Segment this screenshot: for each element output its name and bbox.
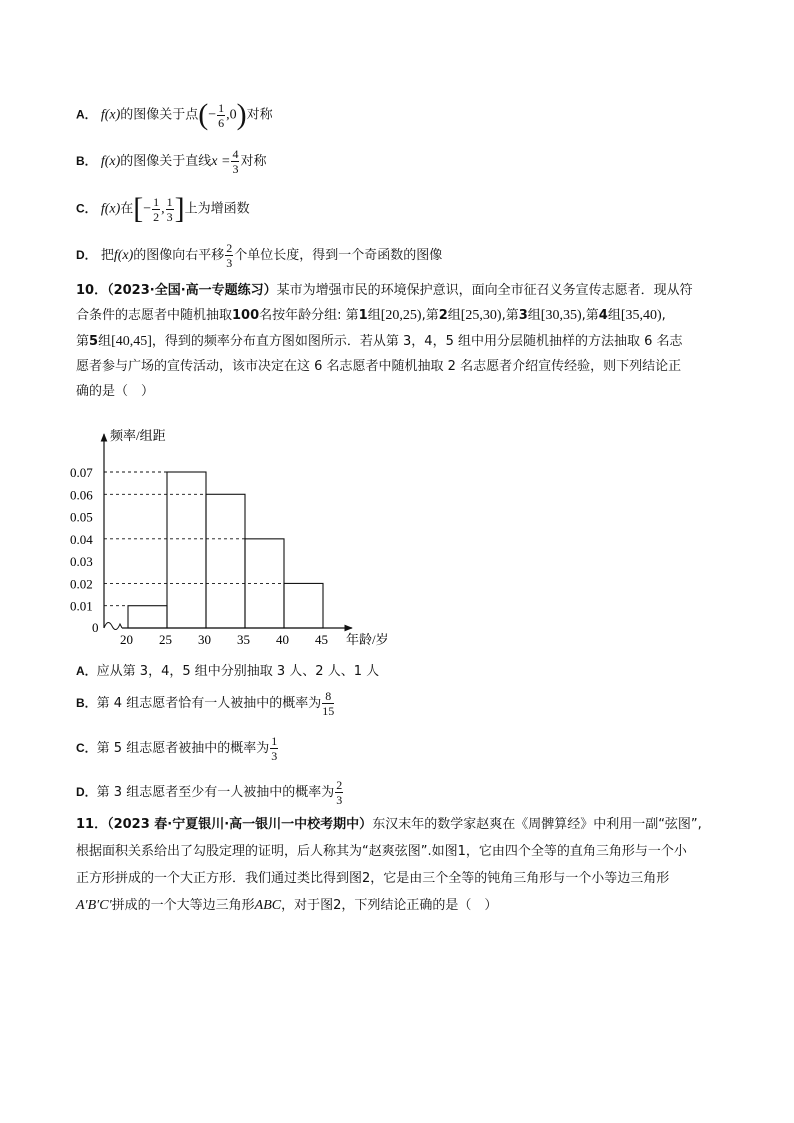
fraction: $\frac{4}{3}$: [232, 147, 239, 176]
q11-line-1: 11．（2023 春·宁夏银川·高一银川一中校考期中）东汉末年的数学家赵爽在《周髀算经》中利用一副“弦图”,: [76, 817, 702, 832]
x-tick-label: 35: [237, 632, 250, 647]
right-bracket: ]: [174, 192, 185, 225]
histogram-bar: [206, 494, 245, 628]
histogram-bar: [284, 583, 323, 628]
y-tick-label: 0.01: [70, 598, 93, 614]
x-tick-label: 25: [159, 632, 172, 647]
q9-option-b: B． f(x)的图像关于直线x = $\frac{4}{3}$ 对称: [76, 147, 267, 176]
y-tick-label: 0.04: [70, 531, 93, 547]
frequency-histogram: [60, 420, 440, 650]
y-axis-label: 频率/组距: [110, 428, 166, 443]
fraction: $\frac{8}{15}$: [322, 689, 335, 718]
fraction: $\frac{1}{3}$: [166, 194, 173, 224]
fraction: $\frac{2}{3}$: [226, 241, 233, 270]
q10-option-d: D．第 3 组志愿者至少有一人被抽中的概率为 $\frac{2}{3}$: [76, 778, 343, 807]
histogram-bar: [167, 472, 206, 628]
axis-break-icon: [104, 622, 122, 629]
histogram-bar: [128, 606, 167, 628]
y-tick-label: 0.06: [70, 487, 93, 503]
q10-line-5: 确的是（ ）: [76, 384, 155, 399]
q11-line-3: 正方形拼成的一个大正方形．我们通过类比得到图2，它是由三个全等的钝角三角形与一个小等边三角形: [76, 871, 670, 886]
x-axis-label: 年龄/岁: [346, 632, 389, 647]
q10-option-a: A．应从第 3，4，5 组中分别抽取 3 人、2 人、1 人: [76, 664, 380, 679]
q10-line-2: 合条件的志愿者中随机抽取100名按年龄分组: 第1组[20,25),第2组[25,30),第3组[30,35),第4组[35,40),: [76, 308, 666, 323]
x-tick-label: 40: [276, 632, 289, 647]
fraction: $\frac{1}{2}$: [153, 194, 160, 224]
right-paren: ): [236, 98, 247, 131]
q11-line-2: 根据面积关系给出了勾股定理的证明，后人称其为“赵爽弦图”.如图1，它由四个全等的直角三角形与一个小: [76, 844, 687, 859]
q10-option-b: B．第 4 组志愿者恰有一人被抽中的概率为 $\frac{8}{15}$: [76, 689, 335, 718]
left-paren: (: [198, 98, 209, 131]
q9-option-d: D． 把f(x)的图像向右平移 $\frac{2}{3}$ 个单位长度，得到一个奇函数的图像: [76, 241, 443, 270]
origin-label: 0: [92, 620, 99, 635]
x-tick-label: 30: [198, 632, 211, 647]
q10-line-1: 10．（2023·全国·高一专题练习）某市为增强市民的环境保护意识，面向全市征召义务宣传志愿者．现从符: [76, 283, 693, 298]
q10-option-c: C．第 5 组志愿者被抽中的概率为 $\frac{1}{3}$: [76, 734, 278, 763]
q10-line-3: 第5组[40,45]，得到的频率分布直方图如图所示．若从第 3，4，5 组中用分层随机抽样的方法抽取 6 名志: [76, 334, 683, 349]
q10-line-4: 愿者参与广场的宣传活动，该市决定在这 6 名志愿者中随机抽取 2 名志愿者介绍宣传经验，则下列结论正: [76, 359, 682, 374]
fx-expression: f(x): [100, 107, 121, 123]
fraction: $\frac{1}{6}$: [218, 100, 225, 130]
fraction: $\frac{2}{3}$: [336, 778, 343, 807]
x-tick-label: 20: [120, 632, 133, 647]
y-tick-label: 0.05: [70, 509, 93, 525]
left-bracket: [: [133, 192, 144, 225]
q9-option-a: A． f(x)的图像关于点(− $\frac{1}{6}$ ,0)对称: [76, 98, 273, 131]
fraction: $\frac{1}{3}$: [271, 734, 278, 763]
q9-option-c: C． f(x)在[− $\frac{1}{2}$ , $\frac{1}{3}$ ]上为增函数: [76, 192, 250, 225]
x-tick-label: 45: [315, 632, 328, 647]
y-tick-label: 0.03: [70, 554, 93, 570]
y-tick-label: 0.07: [70, 465, 93, 480]
y-tick-label: 0.02: [70, 576, 93, 592]
q11-line-4: A′B′C′拼成的一个大等边三角形ABC，对于图2，下列结论正确的是（ ）: [76, 898, 498, 913]
